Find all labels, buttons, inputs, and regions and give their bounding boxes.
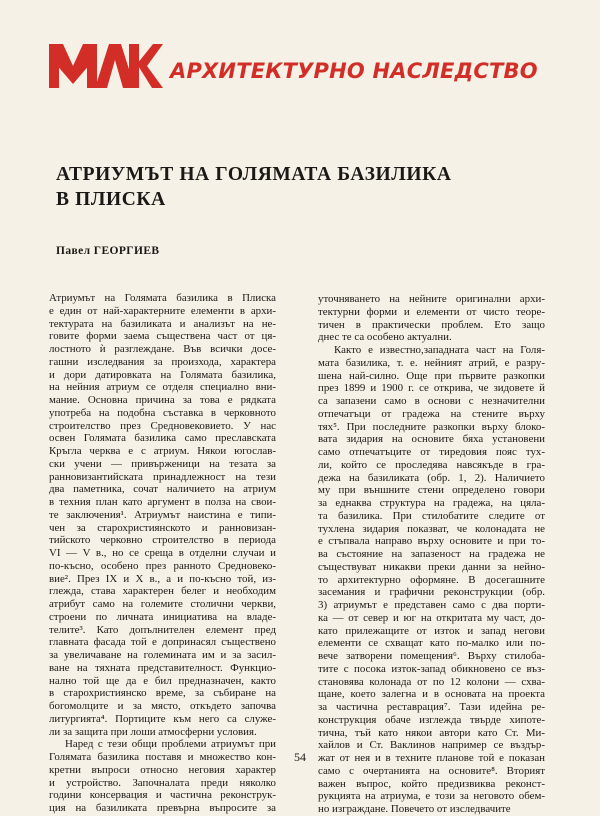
text-line: по-късно, особено през ранното Средновеко- — [49, 559, 276, 572]
text-line: употреба на подобна съставка в черковното — [49, 406, 276, 419]
text-line: в техния план като аргумент в полза на свои- — [49, 496, 276, 508]
text-line: чен за старохристиянското и ранновизан- — [49, 521, 276, 534]
text-line: глежда, става характерен белег и необходим — [49, 585, 276, 598]
text-line: Наред с тези общи проблеми атриумът при — [65, 738, 276, 751]
text-line: тухлена зидария показват, че колонадата не — [318, 522, 545, 535]
mak-logo — [49, 34, 164, 90]
text-line: VI — V в., но се среща в отделни случаи и — [49, 547, 276, 559]
article-title — [56, 162, 536, 212]
text-line: нално той ще да е бил предназначен, както — [49, 674, 276, 687]
text-line: шена най-силно. Още при първите разкопки — [318, 369, 545, 382]
text-line: 3) атриумът е представен само с два порти- — [318, 599, 545, 611]
text-line: те заключения¹. Атриумът наистина е типи- — [49, 508, 276, 521]
text-line: становява колонада от по 12 колони — схва- — [318, 675, 545, 688]
text-line: ка — от север и юг на откритата му част, до- — [318, 611, 545, 624]
text-line: за еднаква структура на градежа, на цяла- — [318, 497, 545, 509]
text-line: съществуват никакви преки данни за нейно- — [318, 560, 545, 573]
author-name: Павел ГЕОРГИЕВ — [56, 245, 160, 257]
text-line: като прилежащите от изток и запад негови — [318, 624, 545, 637]
text-line: на нейния атриум се отделя специално вни- — [49, 381, 276, 394]
right-column — [318, 293, 545, 816]
text-line: ли, който се проследява навсякъде в гра- — [318, 458, 545, 471]
text-line: Голямата базилика поставя и множество кон- — [49, 751, 276, 763]
text-line: вие². През IX и X в., а и по-късно той, из- — [49, 572, 276, 585]
text-line: гашни изследвания за произхода, характера — [49, 355, 276, 368]
text-line: важен въпрос, който предизвиква реконст- — [318, 777, 545, 790]
text-line: лостното ѝ разглеждане. Във всички досе- — [49, 343, 276, 355]
text-line: говите форми заема съществена част от ця- — [49, 330, 276, 343]
text-line: освен Голямата базилика само преславската — [49, 432, 276, 445]
page-number: 54 — [294, 750, 306, 764]
text-line: тектурата на базиликата и анализът на не- — [49, 317, 276, 330]
text-line: години консервация и частична реконструк- — [49, 789, 276, 802]
text-line: строителство през Средновековието. У нас — [49, 419, 276, 432]
text-line: мата базилика, т. е. нейният атрий, е разру- — [318, 356, 545, 369]
text-line: вата зидария на основите бяха установени — [318, 433, 545, 446]
text-line: уточняването на нейните оригинални архи- — [318, 293, 545, 305]
text-line: ски учени — привърженици на тезата за — [49, 457, 276, 470]
text-line: хайлов и Ст. Ваклинов например се въздър- — [318, 739, 545, 752]
text-line: тектурни форми и елементи от чисто теоре- — [318, 305, 545, 318]
text-line: но изграждане. Повечето от изследвачите — [318, 803, 511, 815]
text-line: рукцията на атриума, е този за неговото обем- — [318, 790, 545, 803]
article-title-line-2: В ПЛИСКА — [56, 189, 166, 210]
text-line: тях⁵. При последните разкопки върху блоко- — [318, 420, 545, 433]
text-line: елементи се схващат като по-малко или по- — [318, 637, 545, 650]
text-line: строени по личната инициатива на владе- — [49, 610, 276, 623]
text-line: днес те са особено актуални. — [318, 331, 452, 344]
text-line: Кръгла черква е с атриум. Някои югослав- — [49, 445, 276, 457]
text-line: през 1899 и 1900 г. се открива, че зидовете й — [318, 382, 545, 395]
text-line: тична, тъй като някои автори като Ст. Ми- — [318, 726, 545, 739]
text-line: та базилика. При стилобатите следите от — [318, 509, 545, 522]
text-line: щане, което залегна и в основата на проекта — [318, 688, 545, 701]
text-line: ли за защита при лоши атмосферни условия. — [49, 725, 257, 738]
text-line: му при външните стени определено говори — [318, 484, 545, 497]
text-line: два паметника, сочат наличието на атриум — [49, 483, 276, 496]
text-line: тичен в практически проблем. Ето защо — [318, 318, 545, 331]
text-line: конструкция обаче изглежда твърде хипоте- — [318, 713, 545, 726]
text-line: телите³. Като допълнителен елемент пред — [49, 623, 276, 636]
text-line: е стъпвала направо върху основите и при то- — [318, 535, 545, 548]
text-line: атрибут само на големите столични черкви, — [49, 598, 276, 610]
text-line: литургията⁴. Портиците към него са служе- — [49, 712, 276, 725]
text-line: в старохристиянско време, за събиране на — [49, 687, 276, 700]
text-line: Както е известно,западната част на Голя- — [334, 344, 545, 356]
text-line: отпечатъци от градежа на стените върху — [318, 407, 545, 420]
section-title: АРХИТЕКТУРНО НАСЛЕДСТВО — [170, 59, 538, 83]
text-line: богомолците и за място, откъдето започва — [49, 700, 276, 712]
text-line: са запазени само в основи с незначителни — [318, 395, 545, 407]
text-line: за увеличаване на големината им и за засил- — [49, 649, 276, 661]
text-line: е един от най-характерните елементи в архи- — [49, 304, 276, 317]
text-line: жат от нея и в техните планове той е показан — [318, 752, 545, 764]
text-line: ва състояние на запазеност на градежа не — [318, 548, 545, 560]
text-line: кретни въпроси относно неговия характер — [49, 763, 276, 776]
text-line: и устройство. Започналата преди няколко — [49, 776, 276, 789]
text-line: дежа на базиликата (обр. 1, 2). Наличието — [318, 471, 545, 484]
text-line: за частична реставрация⁷. Тази идейна ре- — [318, 701, 545, 713]
text-line: Атриумът на Голямата базилика в Плиска — [49, 292, 276, 304]
text-line: ранновизантийската принадлежност на тези — [49, 470, 276, 483]
text-line: засемания и графични реконструкции (обр. — [318, 586, 545, 599]
text-line: тийското черковно строителство в периода — [49, 534, 276, 547]
masthead — [49, 34, 538, 90]
text-line: и дори датировката на Голямата базилика, — [49, 368, 276, 381]
text-line: тите с посока изток-запад обикновено се въз- — [318, 662, 545, 675]
text-line: ване на тяхната представителност. Функцио- — [49, 661, 276, 674]
text-line: само отпечатъците от тиредовия пояс тух- — [318, 446, 545, 458]
text-line: то архитектурно оформяне. В досегашните — [318, 573, 545, 586]
text-line: мание. Основна причина за това е рядката — [49, 394, 276, 406]
text-line: ция на базиликата превърна въпросите за — [49, 802, 276, 814]
text-line: вече затворени помещения⁶. Върху стилоба- — [318, 650, 545, 662]
left-column — [49, 292, 276, 815]
text-line: главната фасада той е допринасял съществено — [49, 636, 276, 649]
article-title-line-1: АТРИУМЪТ НА ГОЛЯМАТА БАЗИЛИКА — [56, 164, 452, 185]
text-line: само с очертанията на основите⁸. Вторият — [318, 764, 545, 777]
